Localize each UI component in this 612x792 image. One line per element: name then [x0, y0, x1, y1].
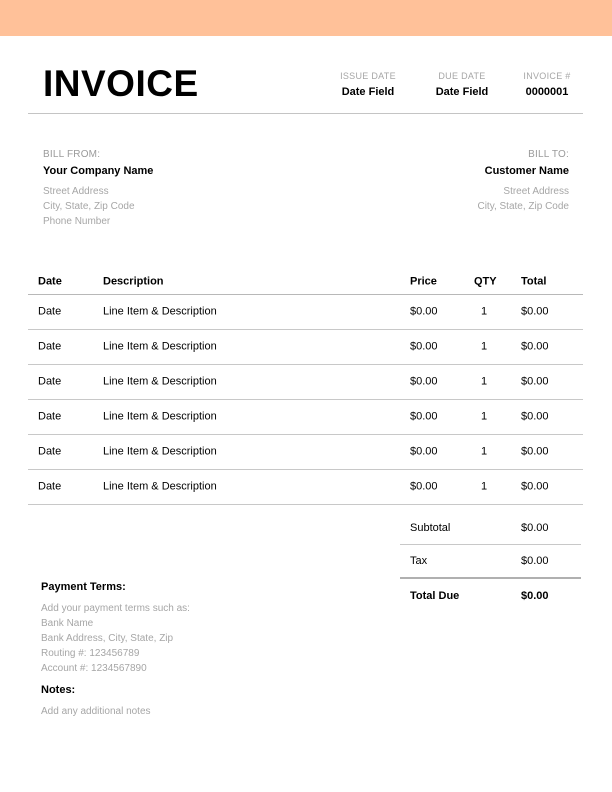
invoice-number-block [517, 71, 577, 99]
total-due-label: Total Due [410, 590, 460, 602]
issue-date-label: ISSUE DATE [340, 71, 396, 81]
cell-total: $0.00 [521, 305, 549, 318]
line-items-table [28, 270, 583, 505]
cell-date: Date [38, 480, 62, 493]
bill-from-label: BILL FROM: [43, 149, 101, 160]
payment-terms-heading: Payment Terms: [41, 581, 126, 593]
payment-terms-account: Account #: 1234567890 [41, 663, 147, 674]
table-row [28, 295, 583, 330]
invoice-number-value: 0000001 [525, 86, 569, 98]
total-due-row [400, 579, 581, 613]
accent-band [0, 0, 612, 36]
cell-price: $0.00 [410, 410, 438, 423]
header-divider [28, 113, 583, 114]
table-row [28, 435, 583, 470]
cell-description: Line Item & Description [103, 340, 217, 353]
cell-qty: 1 [480, 480, 488, 493]
bill-to-name: Customer Name [484, 165, 569, 177]
total-due-value: $0.00 [521, 590, 549, 602]
bill-from-phone: Phone Number [43, 216, 111, 227]
tax-row [400, 545, 581, 579]
cell-price: $0.00 [410, 480, 438, 493]
cell-total: $0.00 [521, 410, 549, 423]
subtotal-row [400, 511, 581, 545]
table-row [28, 365, 583, 400]
cell-description: Line Item & Description [103, 375, 217, 388]
subtotal-value: $0.00 [521, 521, 549, 534]
payment-terms-block [41, 580, 190, 676]
invoice-number-label: INVOICE # [523, 71, 571, 81]
cell-date: Date [38, 305, 62, 318]
totals-block [400, 511, 581, 613]
notes-heading: Notes: [41, 684, 76, 696]
bill-to-block [477, 149, 569, 214]
cell-price: $0.00 [410, 445, 438, 458]
cell-description: Line Item & Description [103, 410, 217, 423]
column-header-price: Price [410, 275, 437, 288]
cell-price: $0.00 [410, 375, 438, 388]
cell-date: Date [38, 445, 62, 458]
cell-total: $0.00 [521, 445, 549, 458]
bill-to-label: BILL TO: [528, 149, 569, 160]
column-header-total: Total [521, 275, 547, 288]
cell-description: Line Item & Description [103, 445, 217, 458]
bill-from-city: City, State, Zip Code [43, 201, 135, 212]
cell-date: Date [38, 375, 62, 388]
payment-terms-bank-name: Bank Name [41, 618, 94, 629]
cell-total: $0.00 [521, 340, 549, 353]
tax-value: $0.00 [521, 555, 549, 567]
issue-date-value: Date Field [341, 86, 395, 98]
due-date-value: Date Field [435, 86, 489, 98]
cell-qty: 1 [480, 445, 488, 458]
cell-date: Date [38, 340, 62, 353]
notes-block [41, 683, 151, 719]
bill-to-city: City, State, Zip Code [477, 201, 569, 212]
payment-terms-intro: Add your payment terms such as: [41, 603, 190, 614]
cell-total: $0.00 [521, 375, 549, 388]
bill-to-street: Street Address [503, 186, 569, 197]
column-header-description: Description [103, 275, 164, 288]
bill-from-name: Your Company Name [43, 165, 154, 177]
tax-label: Tax [410, 555, 428, 567]
due-date-label: DUE DATE [438, 71, 486, 81]
subtotal-label: Subtotal [410, 521, 451, 534]
table-row [28, 470, 583, 505]
table-row [28, 400, 583, 435]
cell-qty: 1 [480, 410, 488, 423]
payment-terms-routing: Routing #: 123456789 [41, 648, 140, 659]
due-date-block [432, 71, 492, 99]
cell-total: $0.00 [521, 480, 549, 493]
cell-description: Line Item & Description [103, 480, 217, 493]
column-header-date: Date [38, 275, 62, 288]
notes-text: Add any additional notes [41, 706, 151, 717]
table-header-row [28, 270, 583, 295]
bill-from-block [43, 149, 153, 229]
cell-qty: 1 [480, 340, 488, 353]
cell-price: $0.00 [410, 340, 438, 353]
bill-from-street: Street Address [43, 186, 109, 197]
cell-qty: 1 [480, 305, 488, 318]
column-header-qty: QTY [474, 275, 497, 288]
table-row [28, 330, 583, 365]
cell-qty: 1 [480, 375, 488, 388]
payment-terms-bank-address: Bank Address, City, State, Zip [41, 633, 174, 644]
issue-date-block [338, 71, 398, 99]
cell-price: $0.00 [410, 305, 438, 318]
invoice-title: INVOICE [43, 63, 199, 104]
cell-description: Line Item & Description [103, 305, 217, 318]
cell-date: Date [38, 410, 62, 423]
